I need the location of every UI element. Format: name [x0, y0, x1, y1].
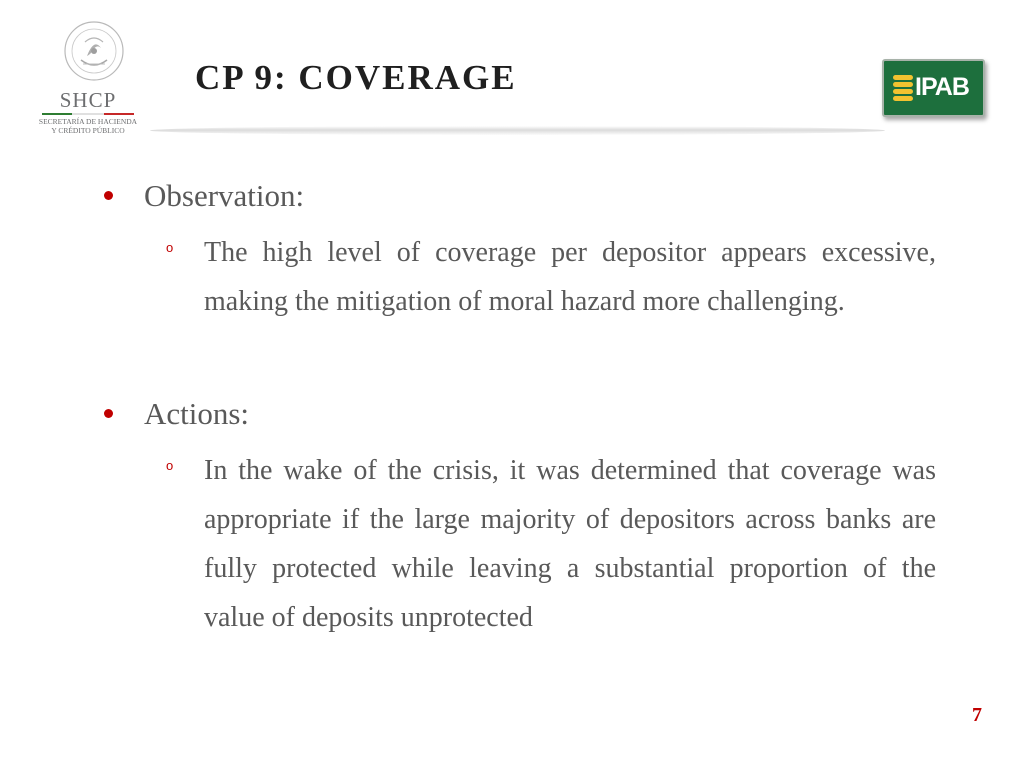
bullet-label-observation: Observation:: [144, 178, 305, 213]
subitem-text-observation: The high level of coverage per depositor appears excessive, making the mitigation of moral hazard more challenging.: [204, 237, 936, 317]
bullet-dot: [104, 409, 113, 418]
slide-title: CP 9: COVERAGE: [195, 58, 517, 97]
bullet-dot: [104, 191, 113, 200]
sub-bullet-marker: o: [166, 240, 174, 255]
shcp-subtitle-line2: Y CRÉDITO PÚBLICO: [51, 126, 125, 135]
page-number: 7: [972, 704, 982, 726]
bullet-label-actions: Actions:: [144, 396, 250, 431]
sub-bullet-marker: o: [166, 458, 174, 473]
ipab-wordmark: IPAB: [915, 73, 969, 101]
shcp-acronym: SHCP: [59, 88, 117, 112]
shcp-subtitle-line1: SECRETARÍA DE HACIENDA: [38, 117, 138, 126]
subitem-text-actions: In the wake of the crisis, it was determined that coverage was appropriate if the large majority of depositors across banks are fully protected while leaving a substantial proportion of the value of deposits unprotected: [204, 455, 936, 633]
